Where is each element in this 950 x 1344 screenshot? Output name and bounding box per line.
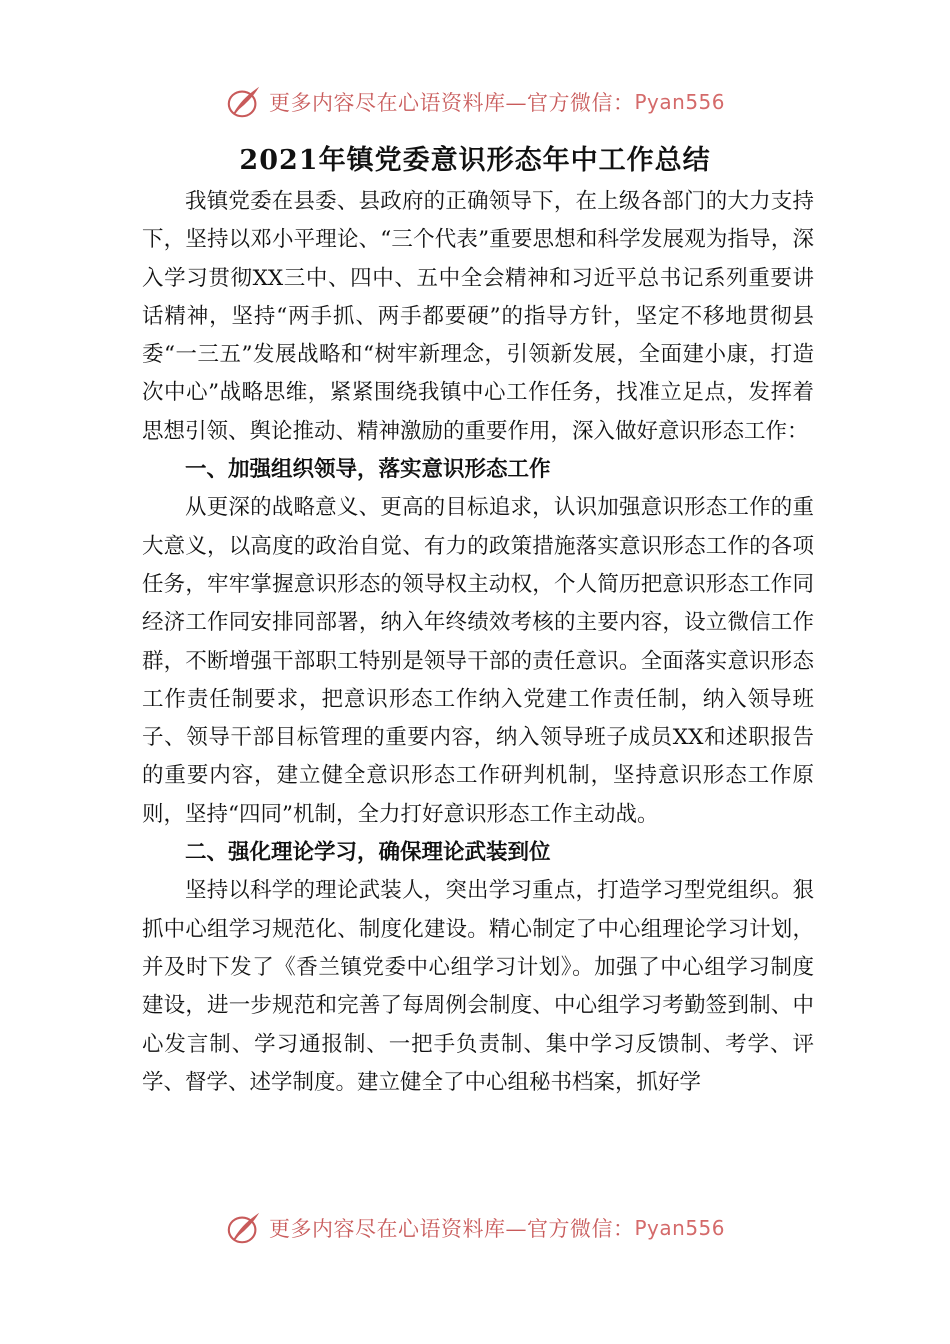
watermark-id: Pyan556 xyxy=(634,1216,725,1240)
section-heading-2: 二、强化理论学习，确保理论武装到位 xyxy=(185,840,551,866)
header-watermark xyxy=(0,82,950,122)
section-2-paragraph: 坚持以科学的理论武装人，突出学习重点，打造学习型党组织。狠抓中心组学习规范化、制度化建设。精心制定了中心组理论学习计划，并及时下发了《香兰镇党委中心组学习计划》。加强了中心组学习制度建设，进一步规范和完善了每周例会制度、中心组学习考勤签到制、中心发言制、学习通报制、一把手负责制、集中学习反馈制、考学、评学、督学、述学制度。建立健全了中心组秘书档案，抓好学 xyxy=(142,878,814,1095)
document-title: 2021年镇党委意识形态年中工作总结 xyxy=(239,145,711,176)
footer-watermark xyxy=(0,1208,950,1248)
watermark-id: Pyan556 xyxy=(634,90,725,114)
section-1-paragraph: 从更深的战略意义、更高的目标追求，认识加强意识形态工作的重大意义，以高度的政治自觉、有力的政策措施落实意识形态工作的各项任务，牢牢掌握意识形态的领导权主动权，个人简历把意识形态工作同经济工作同安排同部署，纳入年终绩效考核的主要内容，设立微信工作群，不断增强干部职工特别是领导干部的责任意识。全面落实意识形态工作责任制要求，把意识形态工作纳入党建工作责任制，纳入领导班子、领导干部目标管理的重要内容，纳入领导班子成员XX和述职报告的重要内容，建立健全意识形态工作研判机制，坚持意识形态工作原则，坚持“四同”机制，全力打好意识形态工作主动战。 xyxy=(142,495,814,827)
watermark-text: 更多内容尽在心语资料库—官方微信： xyxy=(268,1217,635,1241)
watermark-text: 更多内容尽在心语资料库—官方微信： xyxy=(268,91,635,115)
document-body xyxy=(142,183,814,1102)
quill-logo-icon xyxy=(225,1209,263,1247)
quill-logo-icon xyxy=(225,83,263,121)
intro-paragraph: 我镇党委在县委、县政府的正确领导下，在上级各部门的大力支持下，坚持以邓小平理论、“三个代表”重要思想和科学发展观为指导，深入学习贯彻XX三中、四中、五中全会精神和习近平总书记系列重要讲话精神，坚持“两手抓、两手都要硬”的指导方针，坚定不移地贯彻县委“一三五”发展战略和“树牢新理念，引领新发展，全面建小康，打造次中心”战略思维，紧紧围绕我镇中心工作任务，找准立足点，发挥着思想引领、舆论推动、精神激励的重要作用，深入做好意识形态工作： xyxy=(142,189,814,444)
section-heading-1: 一、加强组织领导，落实意识形态工作 xyxy=(185,457,551,483)
